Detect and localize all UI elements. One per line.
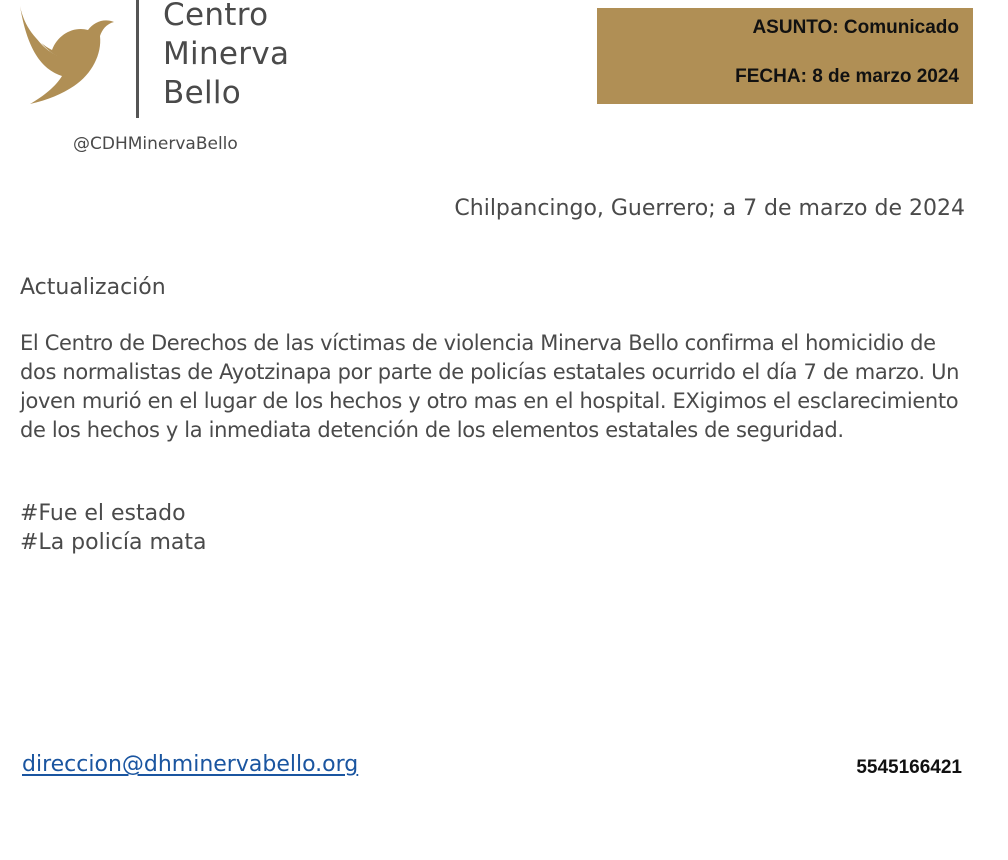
phone-number: 5545166421 bbox=[856, 757, 962, 778]
subject-label: ASUNTO: Comunicado bbox=[752, 17, 959, 38]
date-label: FECHA: 8 de marzo 2024 bbox=[735, 66, 959, 87]
hashtag-list bbox=[20, 499, 207, 557]
organization-name bbox=[163, 0, 289, 113]
place-and-date: Chilpancingo, Guerrero; a 7 de marzo de 2024 bbox=[454, 196, 965, 221]
section-title: Actualización bbox=[20, 275, 166, 300]
hashtag: #Fue el estado bbox=[20, 501, 186, 526]
subject-date-box bbox=[597, 8, 973, 104]
hashtag: #La policía mata bbox=[20, 530, 207, 555]
social-handle: @CDHMinervaBello bbox=[73, 134, 238, 154]
dove-icon bbox=[18, 4, 120, 108]
organization-name-line: Centro bbox=[163, 0, 269, 33]
logo-divider bbox=[136, 0, 139, 118]
statement-body: El Centro de Derechos de las víctimas de violencia Minerva Bello confirma el homicidio de dos normalistas de Ayotzinapa por parte de policías estatales ocurrido el día 7 de marzo. Un joven murió en el lugar de los hechos y otro mas en el hospital. EXigimos el esclarecimiento de los hechos y la inmediata detención de los elementos estatales de seguridad. bbox=[20, 331, 960, 442]
organization-name-line: Minerva bbox=[163, 36, 290, 72]
organization-name-line: Bello bbox=[163, 75, 242, 111]
email-link[interactable]: direccion@dhminervabello.org bbox=[22, 752, 359, 777]
